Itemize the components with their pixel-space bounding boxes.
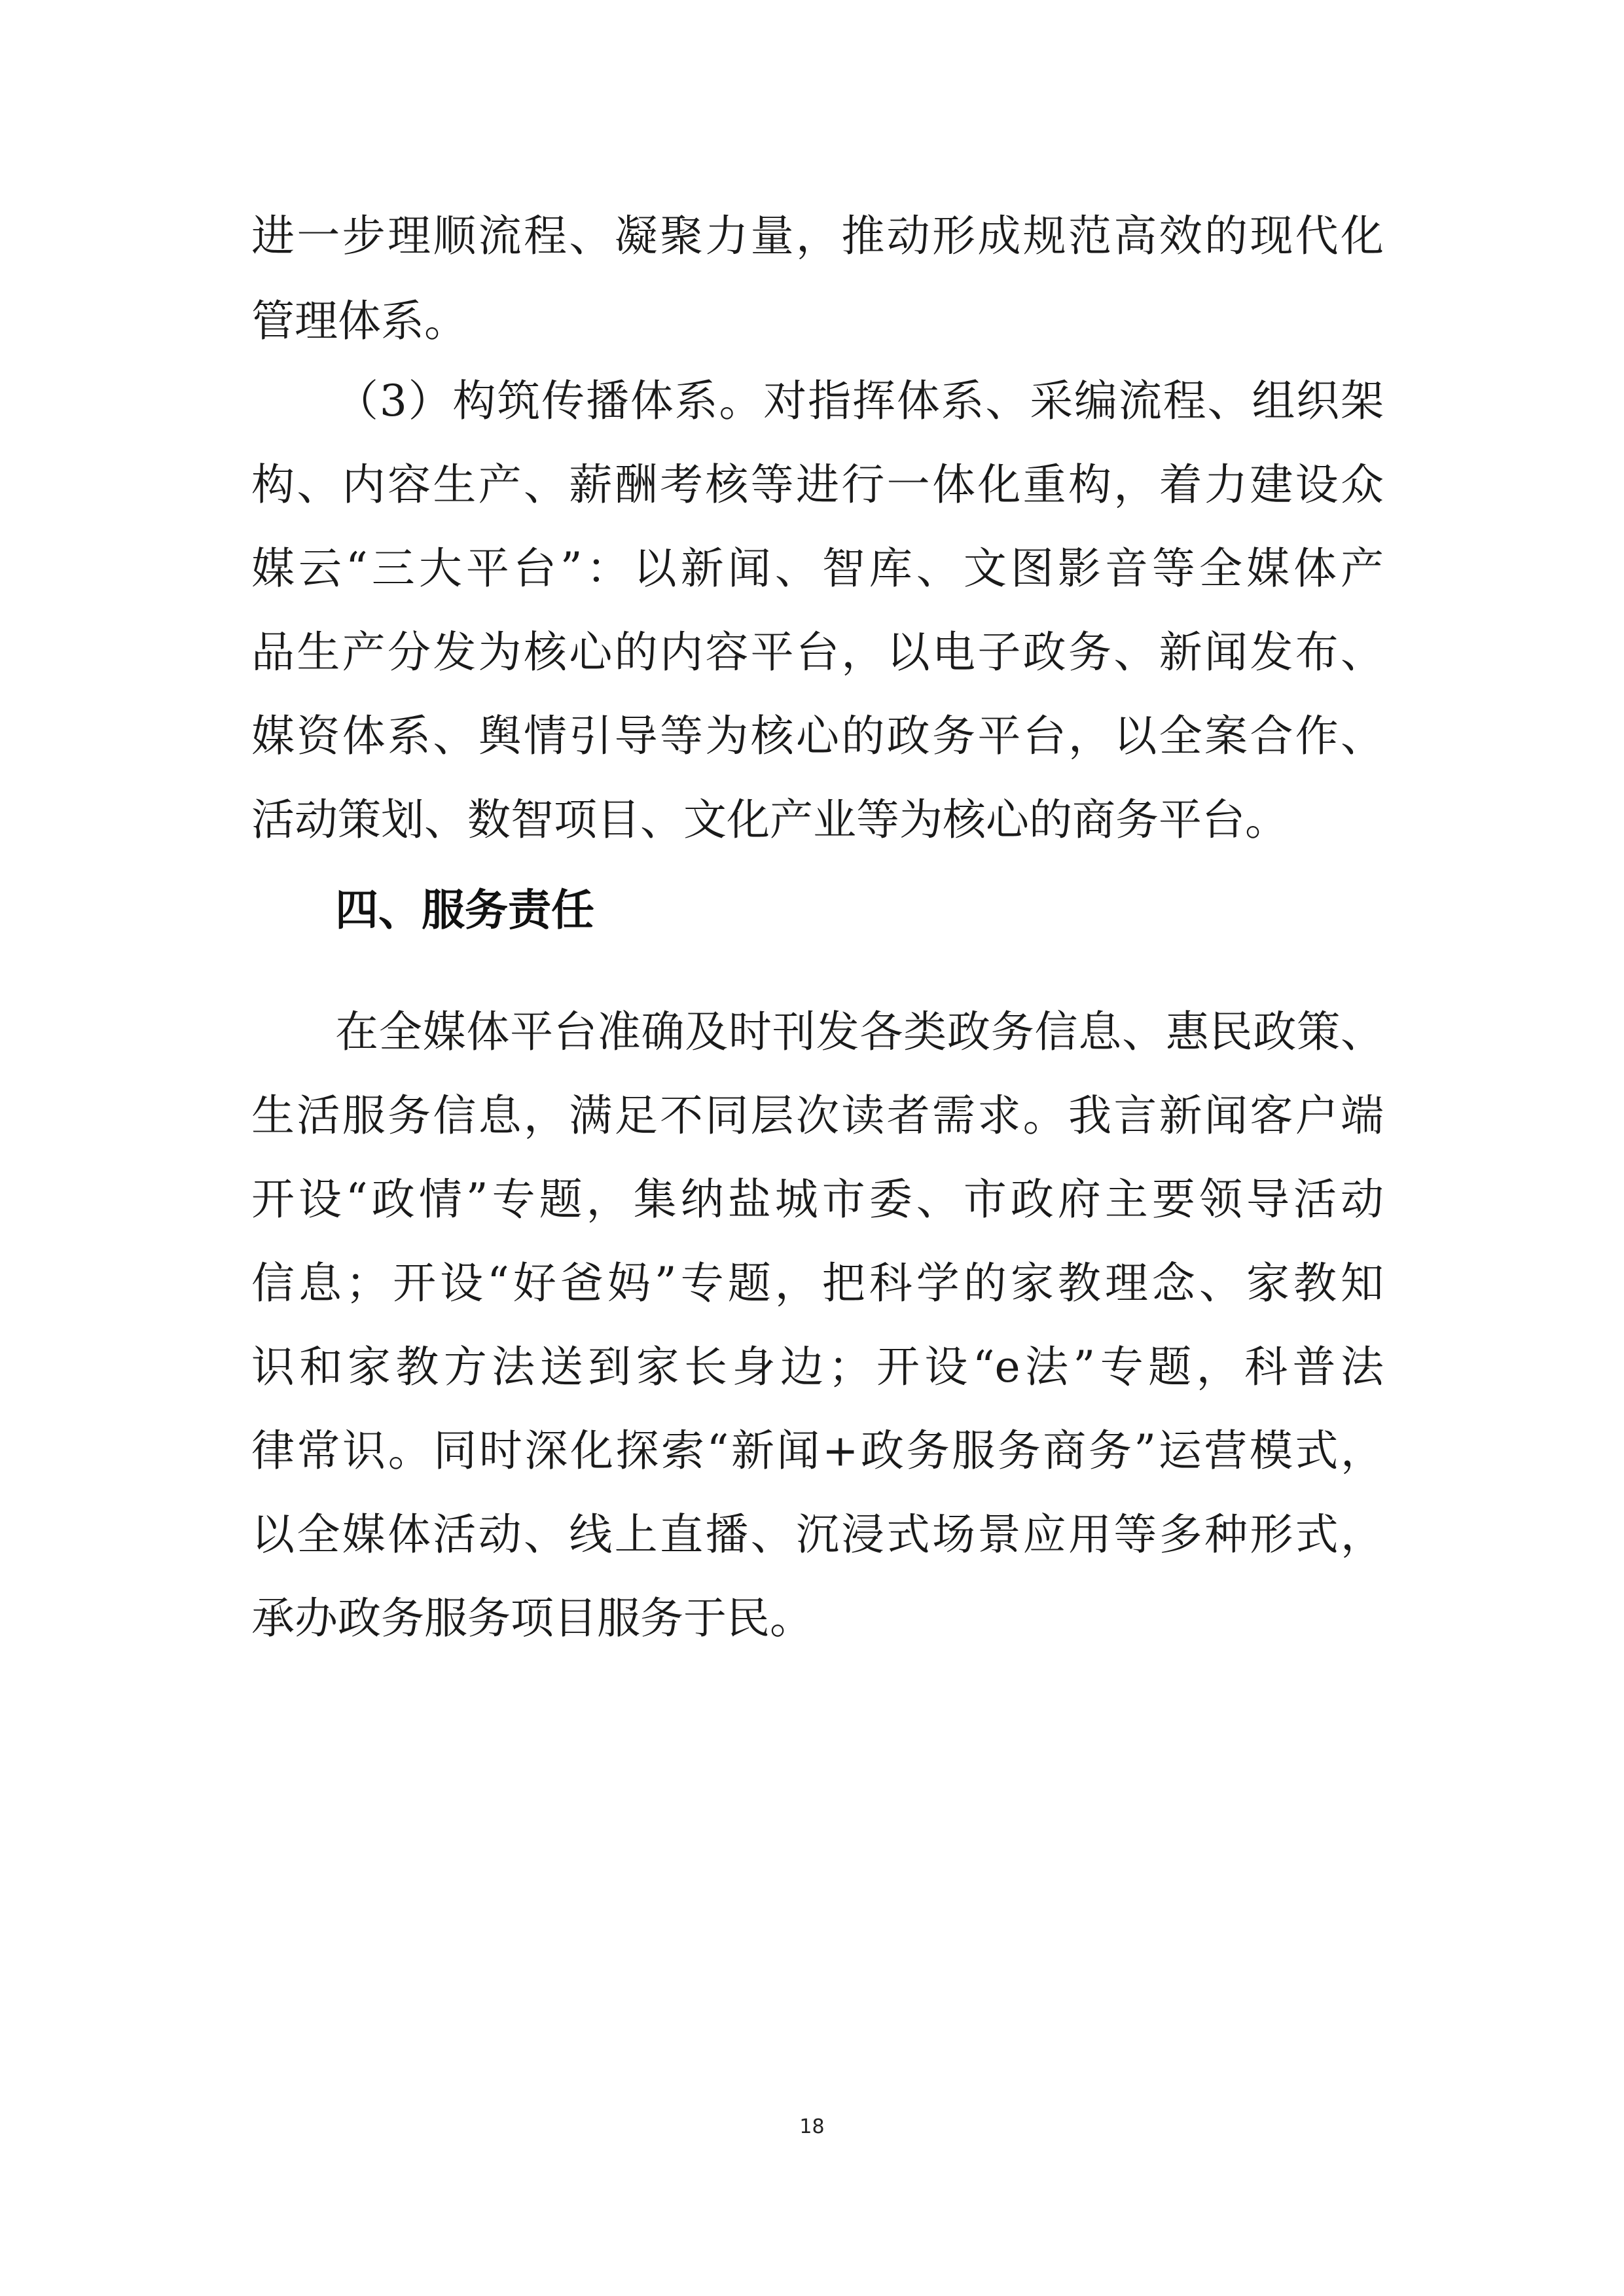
section-heading: 四、服务责任 [335,885,594,935]
para3-line-5: 识和家教方法送到家长身边；开设“e法”专题，科普法 [251,1342,1384,1392]
para2-line-6: 活动策划、数智项目、文化产业等为核心的商务平台。 [251,795,1288,845]
para3-line-8: 承办政务服务项目服务于民。 [251,1593,813,1643]
para3-line-6: 律常识。同时深化探索“新闻+政务服务商务”运营模式， [251,1426,1384,1476]
para3-line-2: 生活服务信息，满足不同层次读者需求。我言新闻客户端 [251,1090,1384,1141]
para2-line-1: （3）构筑传播体系。对指挥体系、采编流程、组织架 [335,376,1384,426]
para2-line-2: 构、内容生产、薪酬考核等进行一体化重构，着力建设众 [251,459,1384,510]
para2-line-5: 媒资体系、舆情引导等为核心的政务平台，以全案合作、 [251,711,1384,761]
para3-line-1: 在全媒体平台准确及时刊发各类政务信息、惠民政策、 [335,1007,1384,1057]
para3-line-4: 信息；开设“好爸妈”专题，把科学的家教理念、家教知 [251,1258,1384,1308]
para3-line-7: 以全媒体活动、线上直播、沉浸式场景应用等多种形式， [251,1509,1384,1560]
page-number: 18 [799,2115,825,2138]
para3-line-3: 开设“政情”专题，集纳盐城市委、市政府主要领导活动 [251,1174,1384,1225]
para1-line-1: 进一步理顺流程、凝聚力量，推动形成规范高效的现代化 [251,211,1384,261]
para2-line-4: 品生产分发为核心的内容平台，以电子政务、新闻发布、 [251,627,1384,677]
para2-line-3: 媒云“三大平台”：以新闻、智库、文图影音等全媒体产 [251,543,1384,594]
para1-line-2: 管理体系。 [251,296,467,346]
